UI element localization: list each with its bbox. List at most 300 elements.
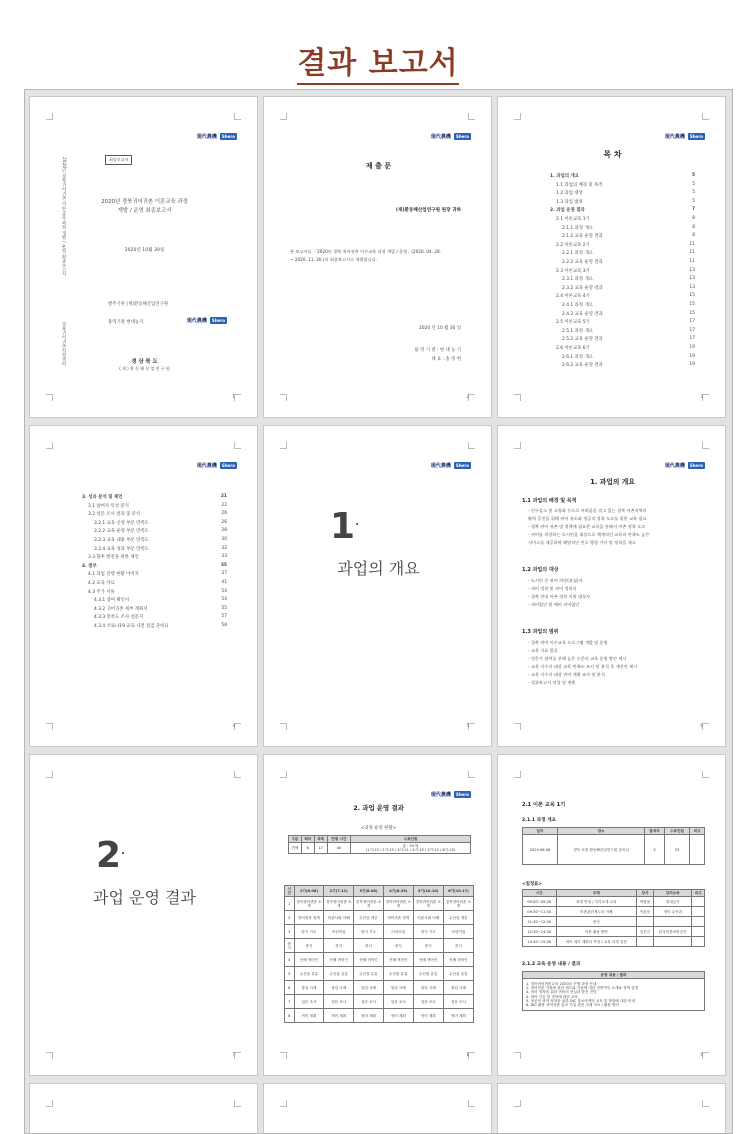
toc-label: 4.3.3 만족도 조사 설문지 [94,615,144,621]
result-line: 6. DIC 활용 귀어귀촌 홍보 기업 관련 사례 자료 / 활용 방안 [526,1002,619,1007]
toc-label: 4. 첨부 [82,563,97,569]
client-org: 발주기관 (재)환동해산업연구원 [108,302,168,307]
toc-item [94,528,227,534]
table-header-cell: 회차 [301,836,314,843]
contractor-logos: 現代農機 Shero [186,318,225,324]
thumbnail-page-12[interactable] [497,1083,726,1134]
bullet-line: - 경북 귀어 이론교육 프로그램 개발 및 운영 [528,640,608,645]
toc-item [88,503,227,509]
table-cell: 3 [285,925,295,939]
toc-page: 37 [221,571,227,577]
table-cell: 09:00~09:30 [523,897,557,907]
table-cell: 김진규 [637,927,654,937]
chapter-number: 2. [96,835,125,876]
toc-page: 15 [689,293,695,299]
table-header-cell: 비고 [690,828,705,835]
table-cell: 설문 조사 [354,995,384,1009]
toc-label: 1.1 과업의 배경 및 목적 [556,182,603,188]
toc-page: 11 [689,259,695,264]
section-heading-1-2: 1.2 과업의 대상 [522,567,559,573]
table-header-cell: 수료인원 [351,836,471,843]
table-row [285,886,474,897]
table-header-cell: 4기(8.29) [383,886,413,897]
table-cell: 창업 사례 [443,981,473,995]
bullet-line: - 경북 귀어 귀촌 및 정책에 필요한 교육을 통해서 어촌 정착 도모 [528,524,646,529]
schedule-table [522,889,705,947]
toc-page: 19 [689,345,695,350]
toc-item [556,345,695,351]
table-cell: 선배 귀어인 [324,953,354,967]
bullet-line: - 귀어를 희망하는 도시민을 대상으로 체계적인 교육과 만족도 높은 [528,532,650,537]
thumbnail-page-10[interactable] [29,1083,258,1134]
toc-item [556,216,695,222]
toc-label: 4.3.2 귀어귀촌 세부 계획서 [94,606,148,612]
toc-item [562,276,695,282]
toc-page: 13 [689,284,695,290]
table-cell: 과정 안내 / 자기소개 교육 [556,897,637,907]
toc-item [88,589,227,595]
bullet-line: 서비스를 제공하여 해양적인 진로 방향 가이 및 정착을 제고 [528,540,636,545]
table-cell: 11:30~12:30 [523,917,557,927]
table-cell [637,917,654,927]
table-cell: 수산물 유통 [443,967,473,981]
schedule-caption: <일정표> [522,882,543,887]
toc-label: 2.3 이론교육 3기 [556,268,590,274]
table-cell: 창업 사례 [354,981,384,995]
toc-page: 26 [221,519,227,525]
section-title: 1. 과업의 개요 [590,478,635,486]
side-title-2: 경북귀어귀촌지원센터 [61,322,66,366]
table-header-cell: 장소 [558,828,645,835]
toc-item [556,293,695,299]
table-cell: 어선어업 [324,925,354,939]
toc-label: 3.1 참여자 특성 분석 [88,503,129,509]
toc-item [562,302,695,308]
toc-item [82,494,227,500]
toc-item [562,336,695,342]
toc-item [94,520,227,526]
table-row [523,907,705,917]
table-cell: 어촌사회 이해 [413,911,443,925]
table-cell [692,937,705,947]
table-cell [653,937,692,947]
bullet-line: 활력 증진을 위해 귀어 유도와 정공적 정착 도모를 위한 교육 필요 [528,516,647,521]
table-header-cell: 강의소속 [653,890,692,897]
thumbnail-page-11[interactable] [263,1083,492,1134]
toc-label: 2.6 이론교육 6기 [556,346,590,351]
table-row [285,995,474,1009]
toc-label: 3. 성과 분석 및 제언 [82,495,123,500]
toc-page: 8 [692,224,695,230]
toc-item [94,537,227,543]
table-cell: 선배 귀어인 [383,953,413,967]
toc-page: 35 [220,562,227,568]
toc-label: 2.4.2 교육 운영 결과 [562,311,603,317]
toc-label: 2.4 이론교육 4기 [556,294,590,300]
page-number: 8 [466,1052,469,1057]
table-cell [692,897,705,907]
toc-label: 2.1 이론교육 1기 [556,217,590,222]
toc-item [562,259,695,265]
bullet-line: - 교육 자료 발굴 [528,648,558,653]
table-cell: 이윤동 [637,907,654,917]
table-cell: 귀어 세부 계획서 작성 / 교육 과정 설문 [556,937,637,947]
table-cell: 귀어 계획 [324,1009,354,1023]
table-cell: 6 [301,843,314,854]
submission-body-2: ~ 2020. 11. 30.)의 최종보고서로 제출합니다. [290,257,377,262]
page-number: 7 [232,1052,235,1057]
table-cell: 수산물 유통 [354,967,384,981]
table-header-cell: 과목 [314,836,327,843]
toc-page: 17 [689,327,695,333]
toc-label: 4.2 교육 자료 [88,581,115,586]
table-header-cell: 일자 [523,828,558,835]
table-cell: 창업 사례 [324,981,354,995]
toc-title: 목 차 [603,150,622,159]
toc-item [562,225,695,231]
toc-item [550,207,695,213]
table-cell: 귀어귀촌 정책 [294,911,324,925]
toc-page: 8 [692,233,695,239]
toc-page: 13 [689,276,695,282]
result-line: 5. 성공적 귀어 정착을 위한 DIC 홍보마케팅 교육 및 방향에 대한 안내 [526,998,636,1003]
toc-label: 3.2 설문 조사 결과 및 분석 [88,512,141,518]
table-row [523,917,705,927]
side-title: 2020년 경북귀어귀촌 이론교육 과정 개발 / 운영 최종보고서 [61,157,66,277]
toc-page: 5 [692,198,695,204]
table-cell: 중식 [383,939,413,953]
toc-label: 4.1 과업 진행 현황 이미지 [88,572,139,578]
table-cell: 경북귀어귀촌 소개 [294,897,324,911]
table-cell: 전체 [289,843,302,854]
table-cell: 14:30~15:30 [523,937,557,947]
table-cell: 중식 [354,939,384,953]
section-heading-1-1: 1.1 과업의 배경 및 목적 [522,498,577,504]
ceo-name: 대 표 : 송 영 현 [431,357,461,362]
table-cell [351,843,471,854]
toc-page: 32 [221,545,227,551]
table-cell: 설문 조사 [383,995,413,1009]
toc-label: 1.3 과업 범위 [556,199,583,205]
toc-item [556,268,695,274]
table-cell: 중식 [324,939,354,953]
logo-group: 現代農機 Shero [664,463,703,469]
table-cell: 8 [285,1009,295,1023]
table-cell: 수산물 유통 [413,967,443,981]
toc-page: 54 [221,597,227,603]
thumbnail-page-1[interactable] [29,96,258,418]
table-row [523,828,705,835]
toc-page: 13 [689,267,695,273]
toc-item [556,182,695,188]
table-row [523,890,705,897]
course-info-table [522,827,705,865]
page-number: 1 [232,394,235,399]
cover-title-line-2: 개발 / 운영 최종보고서 [117,208,172,214]
toc-item [562,354,695,360]
table-header-cell: 구분 [289,836,302,843]
toc-label: 4.3 주가 서류 [88,589,115,595]
table-cell: 2020.06.06 [523,835,558,865]
toc-item [562,250,695,256]
table-cell: 중식 [294,939,324,953]
toc-page: 26 [221,511,227,517]
table-cell [692,927,705,937]
toc-item [94,623,227,629]
agency-name: 용 역 기 관 : 현 대 농 기 [414,348,461,353]
table-header-cell: 2기(7.11) [324,886,354,897]
bullet-line: - 귀어 정착 및 귀어 정착자 [528,586,577,591]
toc-label: 4.3.1 참여 확인서 [94,598,130,604]
table-cell: 수산물 유통 [324,967,354,981]
toc-item [562,311,695,317]
table-cell: 어촌관련제도의 이해 [556,907,637,917]
toc-item [88,511,227,517]
table-cell: 귀어 계획 [443,1009,473,1023]
logo-group: 現代農機 Shero [430,792,469,798]
toc-page: 17 [689,336,695,342]
toc-page: 55 [221,605,227,611]
submission-title: 제 출 문 [365,162,392,170]
table-cell: 중식 [285,939,295,953]
toc-page: 30 [221,537,227,542]
toc-item [88,554,227,560]
section-title: 2.1 이론 교육 1기 [522,802,566,808]
toc-page: 5 [692,190,695,196]
table-cell: 귀어 계획 [413,1009,443,1023]
section-heading-2-1-1: 2.1.1 과정 개요 [522,818,557,823]
table-cell: 4 [285,953,295,967]
toc-page: 19 [689,353,695,359]
table-cell: 귀어귀촌 정책 [383,911,413,925]
submission-date: 2020 년 10 월 30 일 [418,326,461,331]
table-cell: 창업 사례 [294,981,324,995]
table-cell [637,937,654,947]
toc-item [88,580,227,586]
toc-item [556,199,695,205]
table-cell: 중식 [443,939,473,953]
document-thumbnail-grid[interactable] [24,89,733,1134]
hyundai-nonggi-logo: 現代農機 [196,134,217,140]
cover-date: 2020년 10월 30일 [124,248,165,253]
page-number: 4 [232,723,235,728]
table-row [285,967,474,981]
toc-item [550,173,695,179]
table-cell: 6 [285,981,295,995]
toc-label: 3.2.2 교육 운영 부문 만족도 [94,529,149,535]
submission-body-1: 본 보고서를 「2020년 경북 귀어귀촌 이론교육 과정 개발 / 운영」(2020. 04. 28. [290,249,442,254]
chapter-label: 과업의 개요 [337,559,420,578]
toc-label: 2.2 이론교육 2기 [556,242,590,248]
toc-page: 15 [689,302,695,307]
toc-item [562,328,695,334]
page-title: 결과 보고서 [0,38,756,82]
toc-page: 21 [220,494,227,499]
table-cell: 귀어 계획 [294,1009,324,1023]
toc-page: 19 [689,362,695,368]
toc-item [562,285,695,291]
government-sub: ( 재 ) 환 동 해 산 업 연 구 원 [119,366,170,371]
toc-label: 2.3.2 교육 운영 결과 [562,285,603,291]
table-cell: 수산업 개론 [443,911,473,925]
thumbnail-page-2[interactable] [263,96,492,418]
toc-label: 1.2 과업 대상 [556,191,583,197]
table-header-cell: 비고 [692,890,705,897]
table-header-cell: 강사 [637,890,654,897]
table-cell: 어선어업 [443,925,473,939]
table-row [285,1009,474,1023]
toc-item [562,233,695,239]
result-line: 4. 귀어 기술 및 경영에 대한 교육 [526,994,578,999]
table-row [523,897,705,907]
toc-page: 54 [221,588,227,594]
toc-page: 17 [689,319,695,325]
toc-page: 11 [689,250,695,256]
shero-logo: Shero [221,134,235,139]
toc-label: 3.3 향후 발전을 위한 제언 [88,555,139,561]
thumbnail-page-8[interactable] [263,754,492,1076]
table-cell: 2 [285,911,295,925]
table-cell: 25 [665,835,690,865]
table-cell: 수산물 유통 [383,967,413,981]
total-detail: (1기:15 / 2기:25 / 3기:11 / 4기:15 / 5기:12 / 6기:15) [365,848,456,853]
page-number: 2 [466,394,469,399]
table-cell: 경북 수산과 [653,907,692,917]
toc-page: 8 [692,216,695,221]
toc-label: 4.3.4 코로나19 교육 사전 점검 준비표 [94,624,169,629]
table-cell: 선배 귀어인 [354,953,384,967]
thumbnail-page-7[interactable] [29,754,258,1076]
result-table: 운영 내용 / 결과 1. 경북귀어귀촌교육 2020년 진행 과정 안내 2. 귀어귀촌 지원에 관한 제도와 기관에 대한 전반적인 소개와 정책 설명 3. 귀어 정착을 위한 귀어의 현실과 발전 전망 4. 귀어 기술 및 경영에 대한 교육 5. 성공적 귀어 정착을 위한 DIC 홍보마케팅 교육 및 방향에 대한 안내 6. DIC 활용 귀어귀촌 홍보 기업 관련 사례 자료 / 활용 방안 [522,971,705,1011]
table-header-cell: 1기(6.06) [294,886,324,897]
toc-label: 2.5 이론교육 5기 [556,320,590,326]
table-header-cell: 주제 [556,890,637,897]
result-line: 3. 귀어 정착을 위한 귀어의 현실과 발전 전망 [526,990,597,995]
toc-page: 15 [689,310,695,316]
toc-item [94,606,227,612]
page-number: 5 [466,723,469,728]
table-cell: 경북귀어귀촌 소개 [443,897,473,911]
toc-label: 2.6.2 교육 운영 결과 [562,363,603,369]
toc-item [556,190,695,196]
toc-page: 57 [221,614,227,620]
table-cell: 창업 사례 [383,981,413,995]
table-cell: 7 [285,995,295,1009]
total-count: 총 : 93 명 [402,844,419,849]
table-cell: 12:30~14:30 [523,927,557,937]
table-row [285,897,474,911]
toc-item [556,319,695,325]
table-row [523,937,705,947]
toc-label: 1. 과업의 개요 [550,174,579,179]
table-header-cell: 3기(8.08) [354,886,384,897]
toc-page: 5 [691,173,695,178]
result-line: 1. 경북귀어귀촌교육 2020년 진행 과정 안내 [526,982,597,987]
table-cell: 어촌사회 이해 [324,911,354,925]
toc-page: 7 [691,207,695,213]
table-cell: 경북귀어귀촌 소개 [383,897,413,911]
toc-label: 2. 과업 운영 결과 [550,208,585,214]
table-row [285,911,474,925]
logo-group: 現代農機 Shero [664,134,703,140]
table-cell: 어선어업 [383,925,413,939]
table-header-cell: 6기(10.17) [443,886,473,897]
bullet-line: - 결과보고서 작성 및 제출 [528,680,576,685]
table-cell: 선배 귀어인 [413,953,443,967]
thumbnail-page-5[interactable] [263,425,492,747]
table-cell: 선배 귀어인 [294,953,324,967]
report-tag: 최종보고서 [105,155,132,165]
table-cell: 경북 포항 환동해산업연구원 강의실 [558,835,645,865]
table-cell: 설문 조사 [413,995,443,1009]
table-cell: 경북귀어귀촌 소개 [354,897,384,911]
logo-group: 現代農機 Shero [430,134,469,140]
table-cell: 경북귀어귀촌 소개 [324,897,354,911]
toc-label: 2.6.1 과정 개요 [562,354,593,360]
table-caption: <과정 운영 현황> [360,826,397,831]
schedule-table [284,885,474,1023]
logo-group: 現代農機 Shero [430,463,469,469]
bullet-line: - 경북 관내 어촌 정착 지원 대상자 [528,594,591,599]
table-cell: 귀어 계획 [383,1009,413,1023]
table-cell [690,835,705,865]
table-header-cell: 시간 [523,890,557,897]
table-cell: 어촌 활용 방안 [556,927,637,937]
toc-item [562,362,695,368]
bullet-line: - 교육 이수자 대상 귀어 계획 조사 및 분석 [528,672,605,677]
toc-item [94,546,227,552]
toc-page: 28 [221,528,227,534]
table-cell: 09:30~11:30 [523,907,557,917]
table-header-cell: 시간 [285,886,295,897]
table-cell [653,917,692,927]
logo-group: 現代農機 Shero [196,463,235,469]
toc-page: 11 [689,241,695,247]
toc-page: 5 [692,181,695,187]
table-cell: 양식 기초 [354,925,384,939]
thumbnail-page-6[interactable] [497,425,726,747]
toc-item [94,597,227,603]
toc-label: 2.5.1 과정 개요 [562,328,593,334]
toc-label: 3.2.3 교육 내용 부문 만족도 [94,538,149,543]
bullet-line: - 귀어업인 및 예비 귀어업인 [528,602,580,607]
contractor-org: 용역기관 현대농기 [108,320,144,325]
toc-label: 2.4.1 과정 개요 [562,303,593,308]
table-cell: 창업 사례 [413,981,443,995]
table-cell: 양식 기초 [413,925,443,939]
table-cell: 한국어촌어항공단 [653,927,692,937]
chapter-label: 과업 운영 결과 [93,888,196,907]
toc-item [94,614,227,620]
table-cell: 양식 기초 [294,925,324,939]
section-heading-1-3: 1.3 과업의 범위 [522,629,559,635]
table-cell: 40 [327,843,350,854]
thumbnail-page-9[interactable] [497,754,726,1076]
table-header-cell: 참석자 [645,828,665,835]
recipient: (재)환동해산업연구원 원장 귀하 [395,208,461,213]
toc-page: 58 [221,623,227,628]
toc-page: 33 [221,554,227,560]
table-cell: 수산업 개론 [354,911,384,925]
thumbnail-page-4[interactable] [29,425,258,747]
thumbnail-page-3[interactable] [497,96,726,418]
table-cell [692,917,705,927]
table-header-cell: 수료인원 [665,828,690,835]
toc-page: 22 [221,502,227,508]
toc-label: 2.2.1 과정 개요 [562,251,593,257]
bullet-line: - 인구감소 및 고령화 등으로 어려움을 겪고 있는 경북 어촌지역의 [528,508,647,513]
table-cell: 17 [314,843,327,854]
